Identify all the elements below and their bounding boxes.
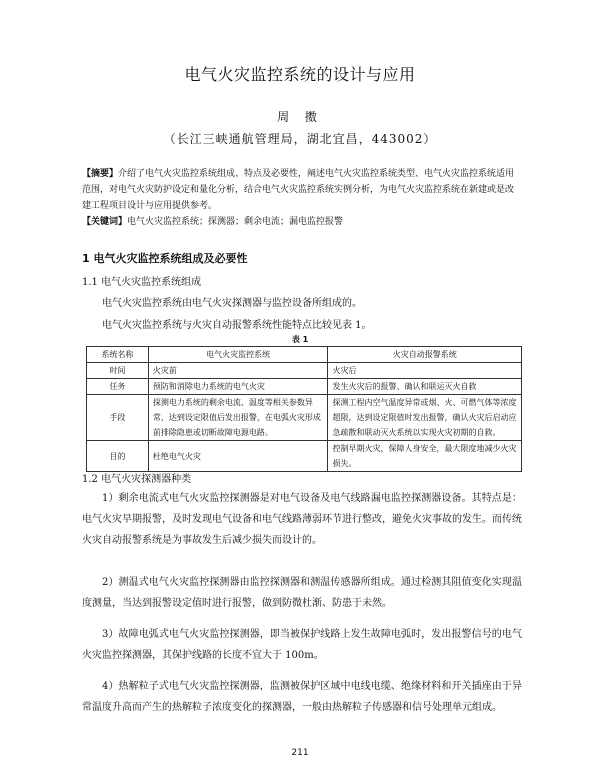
comparison-table	[86, 346, 522, 472]
subsection-1-1-line-1: 电气火灾监控系统由电气火灾探测器与监控设备所组成的。	[102, 298, 362, 309]
table-row	[87, 379, 522, 395]
table-cell: 目的	[87, 441, 149, 472]
table-cell: 控制早期火灾，保障人身安全，最大限度地减少火灾损失。	[328, 441, 522, 472]
table-cell: 任务	[87, 379, 149, 395]
paragraph-3: 3）故障电弧式电气火灾监控探测器，即当被保护线路上发生故障电弧时，发出报警信号的电气火灾监控探测器，其保护线路的长度不宜大于 100m。	[82, 629, 522, 661]
paragraph-2: 2）测温式电气火灾监控探测器由监控探测器和测温传感器所组成。通过检测其阻值变化实现温度测量，当达到报警设定值时进行报警，做到防微杜渐、防患于未然。	[82, 577, 522, 609]
abstract-block	[82, 166, 522, 230]
keywords-label: 【关键词】	[82, 217, 128, 227]
page-number: 211	[291, 748, 309, 758]
section-1-heading: 1 电气火灾监控系统组成及必要性	[82, 252, 248, 265]
table-cell: 发生火灾后的报警、确认和联运灭火自救	[328, 379, 522, 395]
subsection-1-1-heading: 1.1 电气火灾监控系统组成	[82, 277, 202, 288]
keywords-paragraph	[82, 214, 522, 230]
table-cell: 时间	[87, 363, 149, 379]
table-row	[87, 395, 522, 441]
table-row	[87, 363, 522, 379]
table-row	[87, 441, 522, 472]
paragraph-4: 4）热解粒子式电气火灾监控探测器，监测被保护区域中电线电缆、绝缘材料和开关插座由于异常温度升高而产生的热解粒子浓度变化的探测器，一般由热解粒子传感器和信号处理单元组成。	[82, 681, 522, 713]
table-cell: 火灾后	[328, 363, 522, 379]
table-cell: 杜绝电气火灾	[148, 441, 328, 472]
table-cell: 探测电力系统的剩余电流、温度等相关参数异常，达到设定限值后发出报警，在电弧火灾形成前排除隐患或切断故障电源电路。	[148, 395, 328, 441]
table-caption: 表 1	[291, 335, 309, 344]
author-name: 周 擞	[277, 110, 323, 124]
abstract-text: 介绍了电气火灾监控系统组成、特点及必要性，阐述电气火灾监控系统类型、电气火灾监控系统适用范围，对电气火灾防护设定和量化分析，结合电气火灾监控系统实例分析，为电气火灾监控系统在新建或是改建工程项目设计与应用提供参考。	[82, 169, 515, 211]
paragraph-1: 1）剩余电流式电气火灾监控探测器是对电气设备及电气线路漏电监控探测器设备。其特点是：电气火灾早期报警，及时发现电气设备和电气线路薄弱环节进行整改，避免火灾事故的发生。而传统火灾自动报警系统是为事故发生后减少损失而设计的。	[82, 493, 522, 546]
table-header-row	[87, 347, 522, 363]
table-cell: 手段	[87, 395, 149, 441]
author-affiliation: （长江三峡通航管理局，湖北宜昌，443002）	[163, 132, 437, 146]
table-header-cell: 系统名称	[87, 347, 149, 363]
table-cell: 探测工程内空气温度异常或烟、火、可燃气体等浓度超限，达到设定限值时发出报警，确认火灾后启动应急疏散和联动灭火系统以实现火灾初期的自救。	[328, 395, 522, 441]
table-header-cell: 电气火灾监控系统	[148, 347, 328, 363]
subsection-1-1-line-2: 电气火灾监控系统与火灾自动报警系统性能特点比较见表 1。	[102, 320, 372, 331]
table-cell: 预防和消除电力系统的电气火灾	[148, 379, 328, 395]
table-header-cell: 火灾自动报警系统	[328, 347, 522, 363]
table-cell: 火灾前	[148, 363, 328, 379]
paper-title: 电气火灾监控系统的设计与应用	[184, 65, 416, 84]
abstract-label: 【摘要】	[82, 169, 119, 179]
subsection-1-2-heading: 1.2 电气火灾探测器种类	[82, 474, 192, 485]
keywords-text: 电气火灾监控系统；探测器；剩余电流；漏电监控报警	[127, 217, 344, 227]
abstract-paragraph	[82, 166, 522, 214]
